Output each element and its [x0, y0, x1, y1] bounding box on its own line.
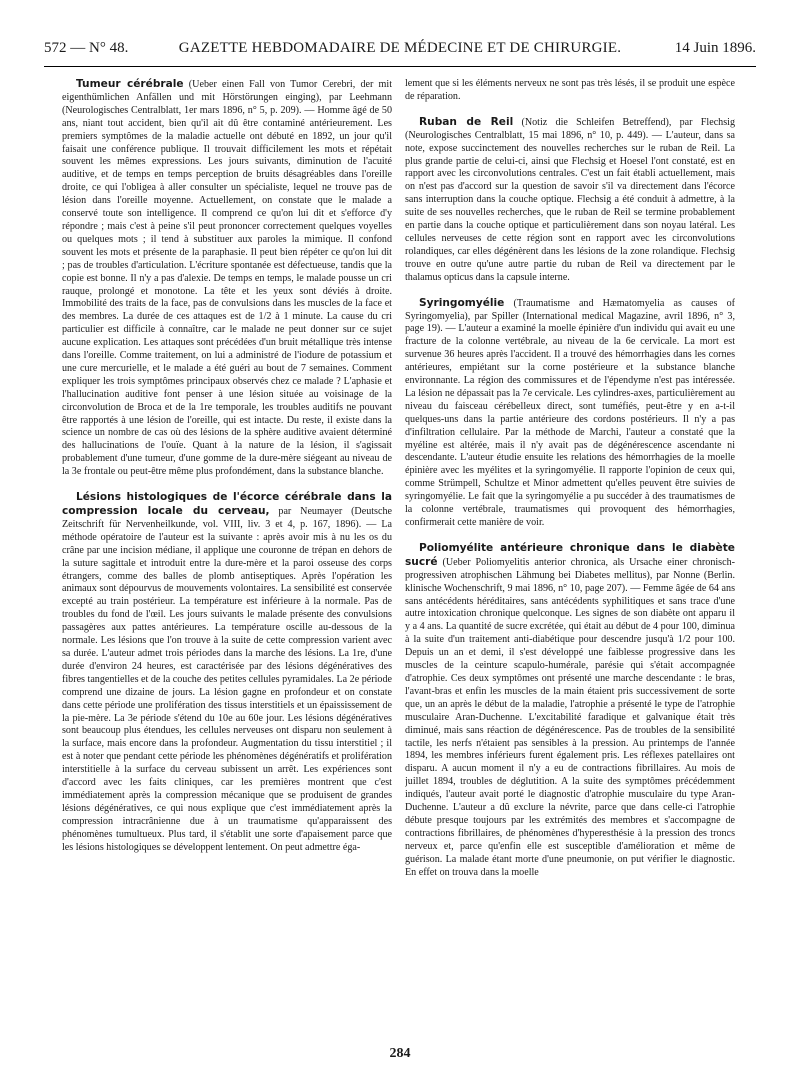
- article-heading: Ruban de Reil: [419, 115, 514, 128]
- issue-date: 14 Juin 1896.: [674, 40, 756, 56]
- article-body: par Neumayer (Deutsche Zeitschrift für Nervenheilkunde, vol. VIII, liv. 3 et 4, p. 167, 1896). — La méthode opératoire de l'auteur est la suivante : après avoir mis à nu les os du crâne par une incision médiane, il applique une couronne de trépan en dehors de la suture sagittale et introduit entre la dure-mère et la paroi osseuse des corps étrangers, comme des balles de plomb antiseptiques. Après l'opération les animaux sont dépourvus de mouvements volontaires. La sensibilité est conservée excepté au train postérieur. La température est inférieure à la normale. Pas de troubles du fond de l'œil. Les jours suivants le malade présente des convulsions passagères aux pattes antérieures. La température oscille au-dessous de la normale. Les lésions que l'on trouve à la suite de cette compression varient avec sa durée. L'auteur admet trois périodes dans la marche des lésions. La 1re, d'une durée d'environ 24 heures, est caractérisée par des lésions dégénératives des fibres tangentielles et de la couche des petites cellules pyramidales. La 2e période comprend une dizaine de jours. La lésion gagne en profondeur et on constate dans cette période une prolifération des tissus interstitiels et un épaississement de la pie-mère. La 3e période s'étend du 10e au 60e jour. Les lésions dégénératives sont beaucoup plus étendues, les cellules nerveuses ont disparu non seulement à la surface, mais encore dans la profondeur. Augmentation du tissu interstitiel ; il est à noter que pendant cette période les phénomènes dégénératifs et prolifération interstitielle à la surface du cerveau subissent un arrêt. Les expériences sont d'accord avec les faits cliniques, car les premières montrent que c'est immédiatement après la compression mécanique que se produisent de grandes lésions dégénératives, ce qui nous explique que c'est immédiatement après la compression intracrânienne due à un traumatisme qu'apparaissent des phénomènes tumultueux. Plus tard, il s'établit une sorte d'apaisement parce que les lésions histologiques se développent lentement. On peut admettre éga-: [62, 506, 392, 853]
- journal-title: GAZETTE HEBDOMADAIRE DE MÉDECINE ET DE CHIRURGIE.: [178, 40, 622, 56]
- article-body: (Traumatisme and Hæmatomyelia as causes of Syringomyelia), par Spiller (International medical Magazine, avril 1896, n° 3, page 19). — L'auteur a examiné la moelle épinière d'un individu qui avait eu une fracture de la colonne vertébrale, au niveau de la 6e cervicale. La mort est survenue 36 heures après l'accident. Il a trouvé des hémorrhagies dans les cornes antérieures, empiétant sur la corne postérieure et la substance blanche environnante. La région des commissures et de l'épendyme n'est pas intéressée. La lésion ne dépassait pas la 7e cervicale. Les cylindres-axes, particulièrement au niveau du faisceau cérébelleux direct, sont tuméfiés, peut-être y en a-t-il quelques-uns dans la partie antérieure des cordons postérieurs. Il n'y a pas d'infiltration cellulaire. Par la méthode de Marchi, l'auteur a constaté que la myéline est altérée, mais il n'y avait pas de dégénérescence ascendante ni descendante. L'auteur étudie ensuite les relations des hémorrhagies de la moelle épinière avec les myélites et la syringomyélie. Il rapporte l'opinion de ceux qui, comme Strümpell, Schultze et Minor admettent qu'elles peuvent être suivies de syringomyélie. Le fait que la syringomyélie a pu succéder à des traumatismes de la colonne vertébrale, traumatismes qui provoquent des hémorrhagies, confirmerait cette manière de voir.: [405, 297, 735, 528]
- article-heading: Syringomyélie: [419, 296, 505, 309]
- article-poliomyelite: [405, 542, 735, 880]
- article-heading: Tumeur cérébrale: [76, 78, 184, 90]
- left-column: [62, 78, 392, 1044]
- article-lesions-histologiques: [62, 491, 392, 854]
- continued-text: lement que si les éléments nerveux ne sont pas très lésés, il se produit une espèce de réparation.: [405, 78, 735, 102]
- article-heading: Poliomyélite antérieure chronique dans le diabète sucré: [405, 541, 735, 568]
- article-body: (Ueber Poliomyelitis anterior chronica, als Ursache einer chronisch-progressiven atrophischen Lähmung bei Diabetes mellitus), par Nonne (Berlin. klinische Wochenschrift, 9 mai 1896, n° 10, page 207). — Femme âgée de 64 ans sans antécédents héréditaires, sans antécédents syphilitiques et sans trace d'une autre intoxication chronique quelconque. Les signes de son diabète ont apparu il y a 4 ans. La quantité de sucre excrétée, qui était au début de 4 pour 100, diminua à la suite d'un traitement anti-diabétique pour descendre jusqu'à 1/2 pour 100. Depuis un an et demi, il s'est développé une faiblesse progressive dans les muscles de la ceinture scapulo-humérale, parésie qui s'était accompagnée d'atrophie. Ces deux symptômes ont présenté une marche descendante : le bras, l'avant-bras et enfin les muscles de la main étaient pris successivement de sorte que, un an après le début de la maladie, l'atrophie a présenté le type de l'atrophie musculaire Aran-Duchenne. L'excitabilité faradique et galvanique était très diminué, mais sans réaction de dégénérescence. Pas de troubles de la sensibilité tactile, les nerfs n'étaient pas sensibles à la pression. Au printemps de l'année 1894, les membres inférieurs furent également pris. Les réflexes patellaires ont disparu. A aucun moment il n'y a eu de contractions fibrillaires. Au mois de juillet 1894, troubles de déglutition. A la suite des symptômes précédemment indiqués, l'auteur avait porté le diagnostic d'atrophie musculaire du type Aran-Duchenne. L'auteur a dû exclure la névrite, parce que dans celle-ci l'atrophie débute presque toujours par les extrémités des membres et s'accompagne de contractions fibrillaires, de phénomènes d'hyperesthésie à la pression des troncs nerveux et, parce qu'enfin elle est susceptible d'amélioration et même de guérison. La malade étant morte d'une pneumonie, on put vérifier le diagnostic. En effet on trouva dans la moelle: [405, 556, 735, 878]
- article-syringomyelie: [405, 297, 735, 530]
- right-column: [405, 78, 735, 1044]
- running-header: [44, 38, 756, 60]
- article-heading: Lésions histologiques de l'écorce cérébrale dans la compression locale du cerveau,: [62, 491, 392, 517]
- article-ruban-de-reil: [405, 116, 735, 285]
- article-tumeur-cerebrale: [62, 78, 392, 479]
- page-number: 572 — N° 48.: [44, 40, 129, 56]
- article-body: (Notiz die Schleifen Betreffend), par Flechsig (Neurologisches Centralblatt, 15 mai 1896, n° 10, p. 449). — L'auteur, dans sa note, expose succinctement des nouvelles recherches sur le ruban de Reil. La plus grande partie de celui-ci, ainsi que Flechsig et Hoesel l'ont constaté, est en rapport avec les circonvolutions centrales. C'est un fait établi actuellement, mais on n'est pas d'accord sur la question de savoir s'il va directement dans l'écorce sans interruption dans la couche optique. Flechsig a été conduit à admettre, à la suite de ses nouvelles recherches, que le ruban de Reil se termine probablement en partie dans la couche optique et particulièrement dans son noyau latéral. Les cellules nerveuses de cette région sont en rapport avec les circonvolutions rolandiques, car elles dégénèrent dans les lésions de la zone rolandique. Flechsig trouve en outre qu'une autre partie du ruban de Reil va directement par le thalamus opticus dans la capsule interne.: [405, 116, 735, 283]
- folio-number: 284: [389, 1046, 411, 1061]
- header-rule: [44, 66, 756, 67]
- article-body: (Ueber einen Fall von Tumor Cerebri, der mit eigenthümlichen Anfällen und mit Hörstörungen einging), par Leehmann (Neurologisches Centralblatt, 1er mars 1896, n° 5, p. 209). — Homme âgé de 50 ans, niant tout accident, bien qu'il ait dû être contaminé antérieurement. Les premiers symptômes de la maladie actuelle ont débuté en 1892, un jour qu'il faisait une conférence publique. Il trouvait difficilement les mots et répétait souvent les mêmes expressions. Les jours suivants, diminution de l'acuité auditive, et de temps en temps perception de bruits désagréables dans l'oreille droite, ce qui l'obligea à aller consulter un spécialiste, lequel ne trouve pas de lésion dans l'oreille moyenne. Actuellement, on constate que le malade a conservé toute son intelligence. Il comprend ce qu'on lui dit et s'efforce d'y répondre ; mais c'est à peine s'il peut prononcer correctement quelques voyelles ou quelques mots ; il tend à substituer aux paroles la mimique. Il confond souvent les mots et présente de la paraphasie. Il peut bien répéter ce qu'on lui dit ; pas de troubles d'articulation. L'écriture spontanée est défectueuse, tandis que la copie est bonne. Il n'y a pas d'alexie. De temps en temps, le malade pousse un cri rauque, prolongé et monotone. La tête et les yeux sont déviés à droite. Immobilité des traits de la face, pas de convulsions dans les muscles de la face et des membres. La durée de ces attaques est de 1/2 à 1 minute. La cause du cri particulier est difficile à connaître, car le malade ne peut donner sur ce sujet aucune explication. Les attaques sont précédées d'un bruit métallique très intense dans l'oreille. Comme traitement, on lui a administré de l'iodure de potassium et une cure mercurielle, et le malade a été guéri au bout de 7 semaines. Comment expliquer les trois symptômes principaux observés chez ce malade ? L'aphasie et l'hallucination auditive font penser à une lésion située au voisinage de la circonvolution de Broca et de la 1re temporale, les troubles auditifs ne pouvant être rapportés à une lésion de l'oreille, qui est intacte. Du reste, il existe dans la science un nombre de cas où des lésions de la sphère auditive avaient déterminé des hallucinations de l'ouïe. Quant à la nature de la lésion, il s'agissait probablement d'une tumeur, d'une gomme de la dure-mère siégeant au niveau de la 3e frontale ou peut-être même plus profondément, dans la substance blanche.: [62, 79, 392, 478]
